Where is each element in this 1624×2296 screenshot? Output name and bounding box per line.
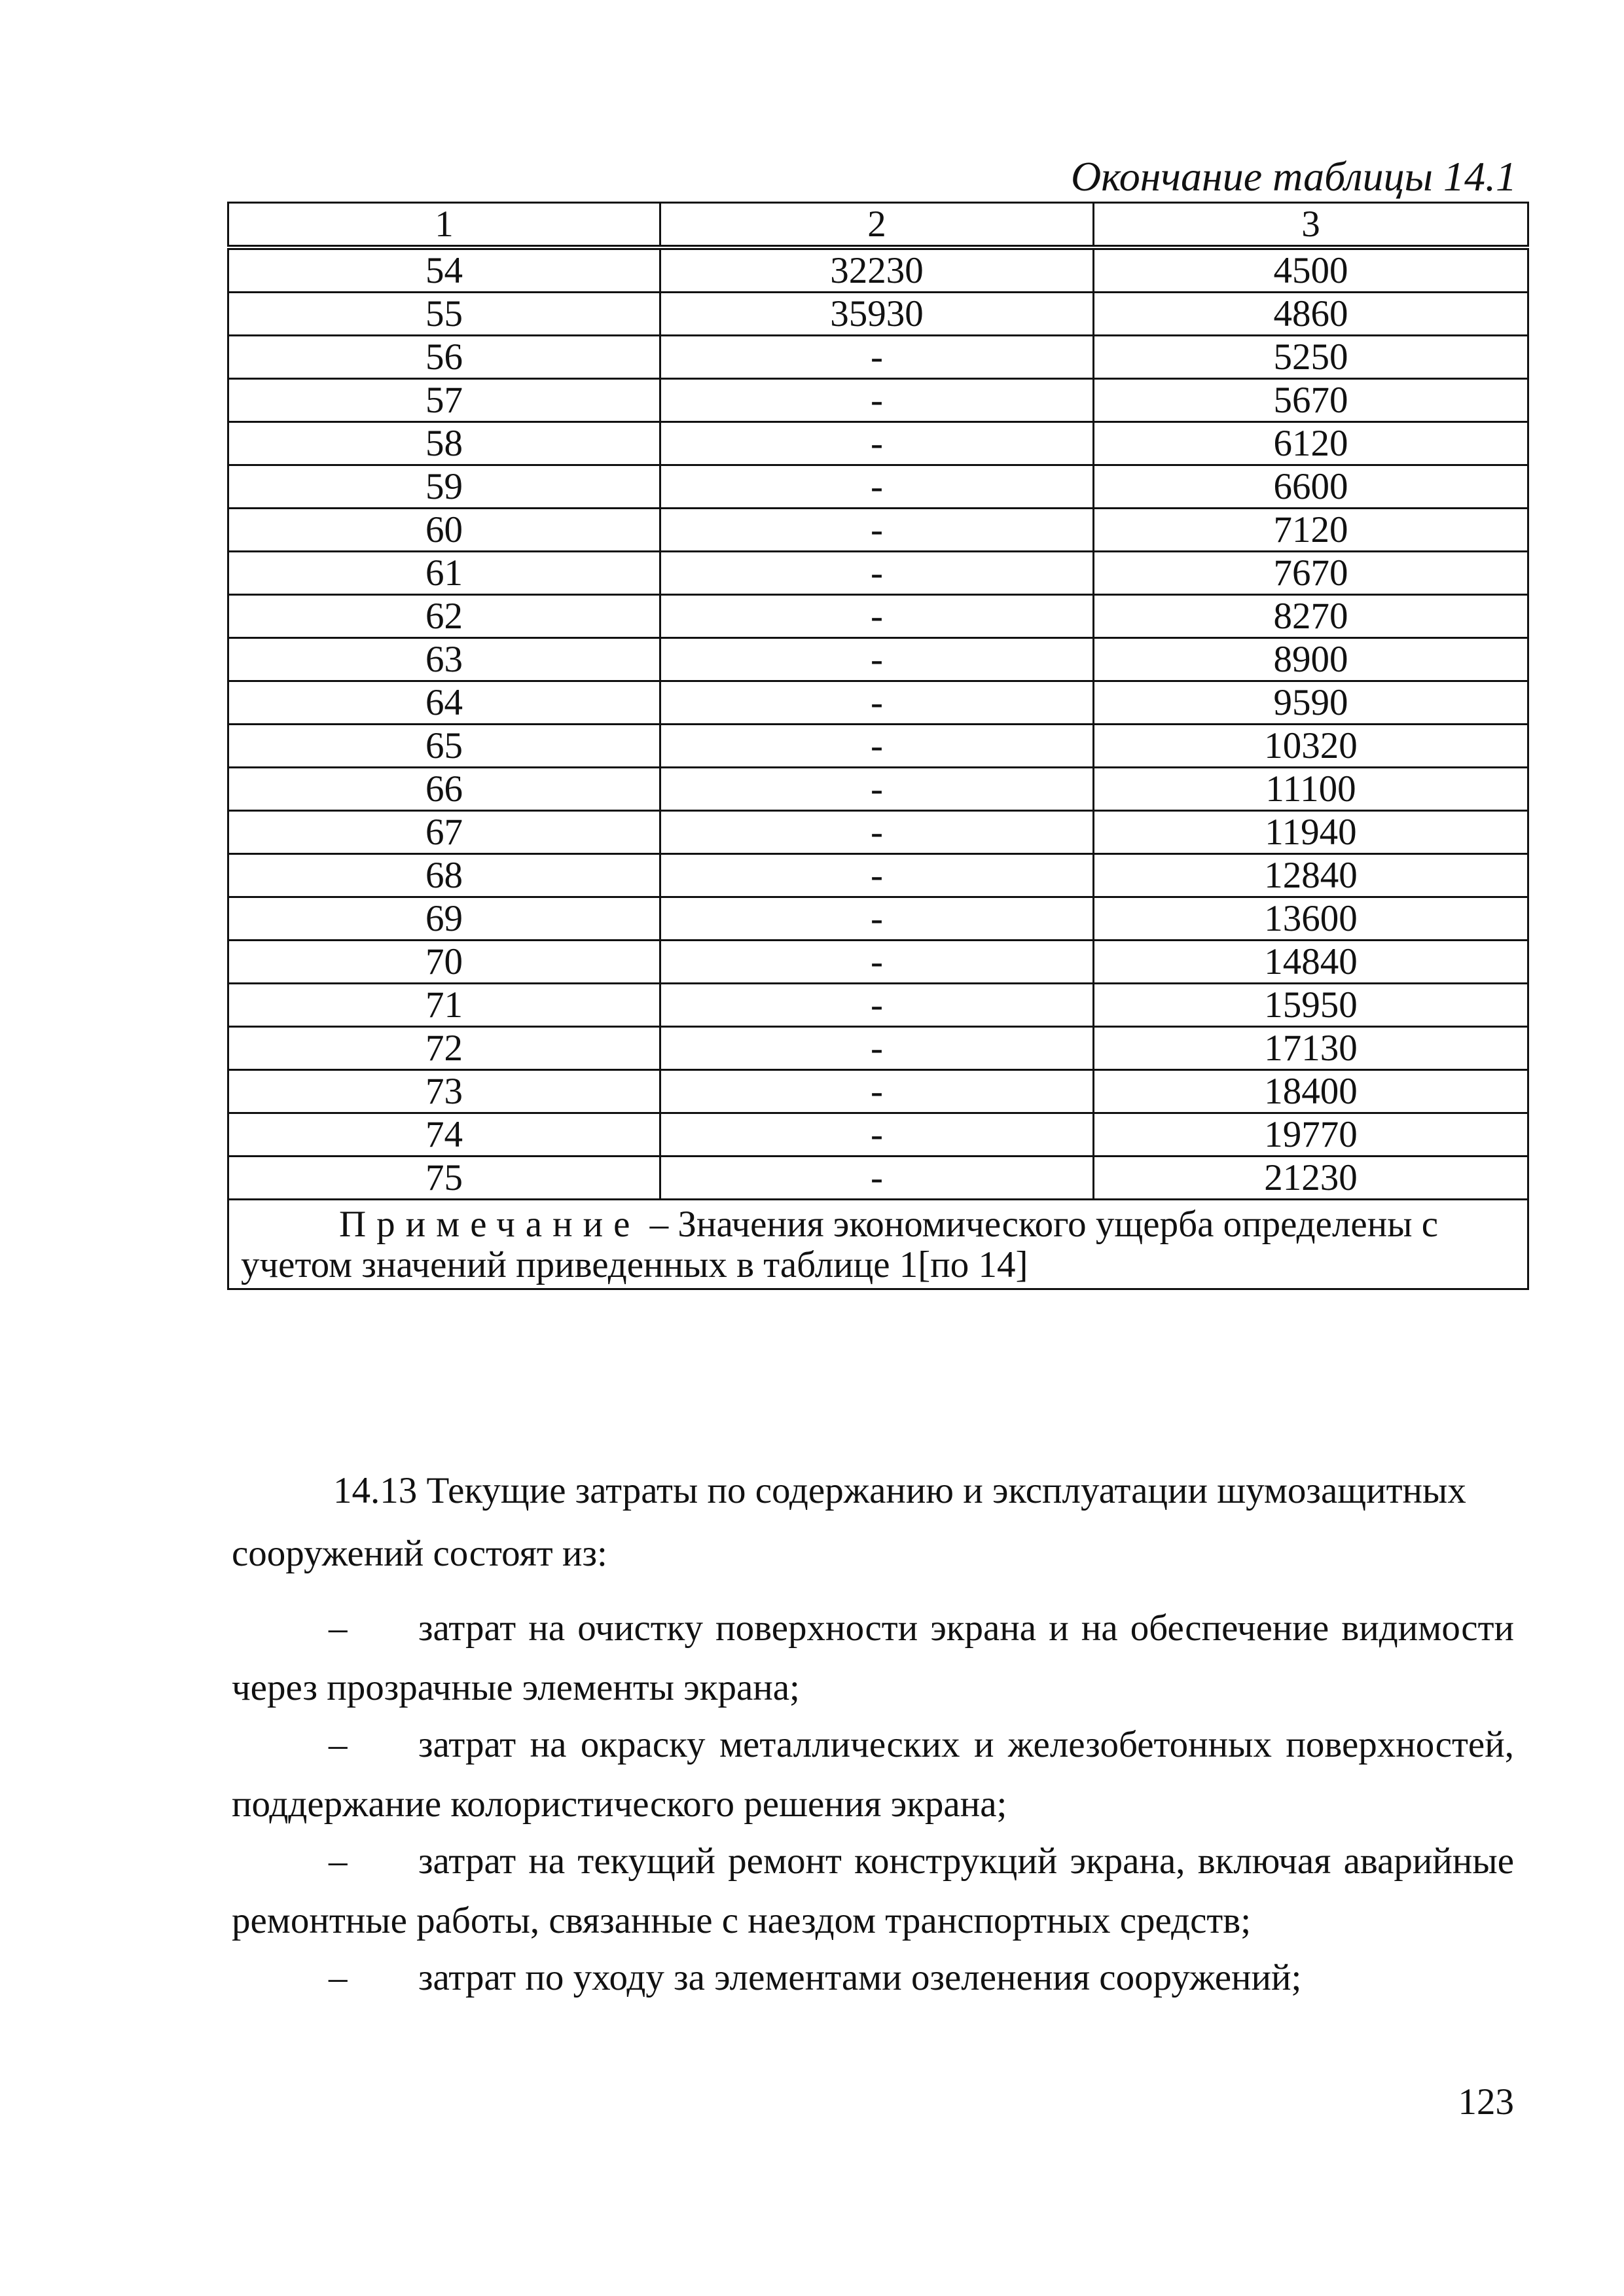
table-cell: 11940 [1094,811,1528,854]
table-row [228,638,1528,681]
table-cell: - [660,336,1094,379]
table-cell: 5250 [1094,336,1528,379]
table-cell: 13600 [1094,897,1528,941]
table-cell: - [660,552,1094,595]
table-cell: 8270 [1094,595,1528,638]
list-item-text: затрат по уходу за элементами озеленения сооружений; [418,1957,1302,1998]
table-body [228,247,1528,1200]
table-cell: 65 [228,725,660,768]
page-number: 123 [1458,2081,1514,2123]
table-cell: - [660,595,1094,638]
table-continuation-caption: Окончание таблицы 14.1 [1071,153,1517,200]
table-row [228,247,1528,293]
table-cell: 11100 [1094,768,1528,811]
list-dash: – [329,1957,348,1998]
table-cell: 73 [228,1070,660,1113]
table-cell: - [660,897,1094,941]
table-cell: 67 [228,811,660,854]
table-cell: 18400 [1094,1070,1528,1113]
table-row [228,854,1528,897]
table-cell: 5670 [1094,379,1528,422]
table-cell: 69 [228,897,660,941]
table-header-row [228,203,1528,248]
table-cell: 70 [228,941,660,984]
table-cell: 15950 [1094,984,1528,1027]
table-cell: - [660,854,1094,897]
table-cell: - [660,1157,1094,1200]
list-item [232,1715,1514,1834]
table-row [228,1113,1528,1157]
table-row [228,681,1528,725]
table-cell: - [660,422,1094,465]
list-item [232,1831,1514,1950]
table-cell: 21230 [1094,1157,1528,1200]
table-cell: 57 [228,379,660,422]
table-cell: 19770 [1094,1113,1528,1157]
table-cell: - [660,509,1094,552]
list-item [232,1948,1514,2007]
table-cell: 71 [228,984,660,1027]
table-cell: 56 [228,336,660,379]
table-row [228,1070,1528,1113]
table-cell: 61 [228,552,660,595]
table-cell: 14840 [1094,941,1528,984]
note-label: Примечание [339,1204,641,1245]
table-row [228,465,1528,509]
table-cell: - [660,941,1094,984]
table-cell: - [660,379,1094,422]
table-row [228,293,1528,336]
table-cell: - [660,725,1094,768]
table-cell: 8900 [1094,638,1528,681]
list-dash: – [329,1607,348,1649]
table-row [228,984,1528,1027]
table-cell: 7120 [1094,509,1528,552]
table-cell: 17130 [1094,1027,1528,1070]
table-cell: - [660,1070,1094,1113]
table-note-row [228,1200,1528,1289]
table-cell: 35930 [660,293,1094,336]
table-row [228,768,1528,811]
table-cell: - [660,811,1094,854]
table-cell: 55 [228,293,660,336]
table-cell: - [660,984,1094,1027]
table-cell: 66 [228,768,660,811]
table-cell: 59 [228,465,660,509]
table-note [228,1200,1528,1289]
list-item [232,1598,1514,1717]
table-row [228,552,1528,595]
table-cell: - [660,638,1094,681]
table-cell: 4500 [1094,247,1528,293]
list-item-text: затрат на текущий ремонт конструкций экрана, включая аварийные ремонтные работы, связанные с наездом транспортных средств; [232,1840,1514,1941]
table-cell: 62 [228,595,660,638]
table-row [228,941,1528,984]
table-cell: 6120 [1094,422,1528,465]
table-cell: - [660,768,1094,811]
list-dash: – [329,1840,348,1882]
table-cell: 75 [228,1157,660,1200]
table-cell: - [660,465,1094,509]
table-cell: 74 [228,1113,660,1157]
table-cell: 6600 [1094,465,1528,509]
table-cell: 64 [228,681,660,725]
table-cell: 9590 [1094,681,1528,725]
list-item-text: затрат на окраску металлических и железобетонных поверхностей, поддержание колористического решения экрана; [232,1724,1514,1825]
list-item-text: затрат на очистку поверхности экрана и на обеспечение видимости через прозрачные элементы экрана; [232,1607,1514,1708]
table-cell: 32230 [660,247,1094,293]
list-dash: – [329,1724,348,1765]
table-cell: 72 [228,1027,660,1070]
table-cell: 10320 [1094,725,1528,768]
cost-list [232,1598,1514,2005]
table-row [228,509,1528,552]
table-cell: 60 [228,509,660,552]
table-row [228,1157,1528,1200]
table-row [228,422,1528,465]
table-row [228,1027,1528,1070]
data-table [227,202,1529,1290]
table-row [228,595,1528,638]
table-cell: 12840 [1094,854,1528,897]
table-row [228,897,1528,941]
column-header: 2 [660,203,1094,248]
column-header: 3 [1094,203,1528,248]
table-cell: 68 [228,854,660,897]
table-row [228,811,1528,854]
table-row [228,725,1528,768]
table-row [228,379,1528,422]
table-cell: 63 [228,638,660,681]
section-paragraph: 14.13 Текущие затраты по содержанию и эксплуатации шумозащитных сооружений состоят из: [232,1470,1466,1574]
note-text: – Значения экономического ущерба определены с учетом значений приведенных в таблице 1[по 14] [241,1204,1439,1285]
table-row [228,336,1528,379]
table-cell: 54 [228,247,660,293]
table-cell: 58 [228,422,660,465]
table-cell: - [660,681,1094,725]
column-header: 1 [228,203,660,248]
table-cell: - [660,1113,1094,1157]
table-cell: 7670 [1094,552,1528,595]
table-cell: - [660,1027,1094,1070]
table-cell: 4860 [1094,293,1528,336]
